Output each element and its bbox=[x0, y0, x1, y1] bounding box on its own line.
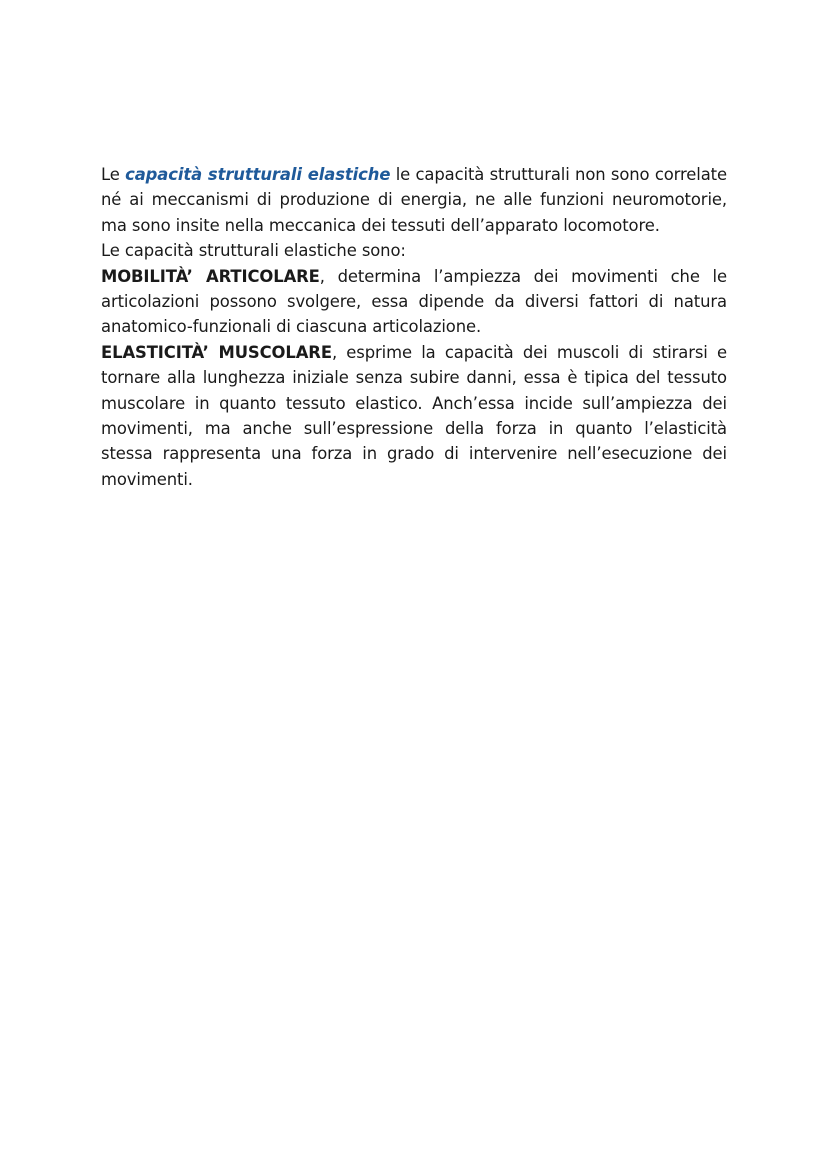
elasticity-text: , esprime la capacità dei muscoli di stirarsi e tornare alla lunghezza iniziale senza subire danni, essa è tipica del tessuto muscolare in quanto tessuto elastico. Anch’essa incide sull’ampiezza dei movimenti, ma anche sull’espressione della forza in quanto l’elasticità stessa rappresenta una forza in grado di intervenire nell’esecuzione dei movimenti. bbox=[101, 342, 727, 489]
mobility-paragraph bbox=[101, 264, 727, 340]
list-intro-paragraph: Le capacità strutturali elastiche sono: bbox=[101, 241, 406, 261]
elasticity-paragraph bbox=[101, 340, 727, 492]
elasticity-term: ELASTICITÀ’ MUSCOLARE bbox=[101, 342, 332, 362]
intro-text: le capacità strutturali non sono correlate né ai meccanismi di produzione di energia, ne alle funzioni neuromotorie, ma sono insite nella meccanica dei tessuti dell’apparato locomotore. bbox=[101, 165, 727, 235]
mobility-text: , determina l’ampiezza dei movimenti che le articolazioni possono svolgere, essa dipende da diversi fattori di natura anatomico-funzionali di ciascuna articolazione. bbox=[101, 266, 727, 337]
key-term-highlight: capacità strutturali elastiche bbox=[125, 165, 391, 184]
mobility-term: MOBILITÀ’ ARTICOLARE bbox=[101, 266, 320, 286]
intro-lead: Le bbox=[101, 165, 126, 184]
document-body bbox=[101, 162, 727, 492]
intro-paragraph bbox=[101, 162, 727, 238]
